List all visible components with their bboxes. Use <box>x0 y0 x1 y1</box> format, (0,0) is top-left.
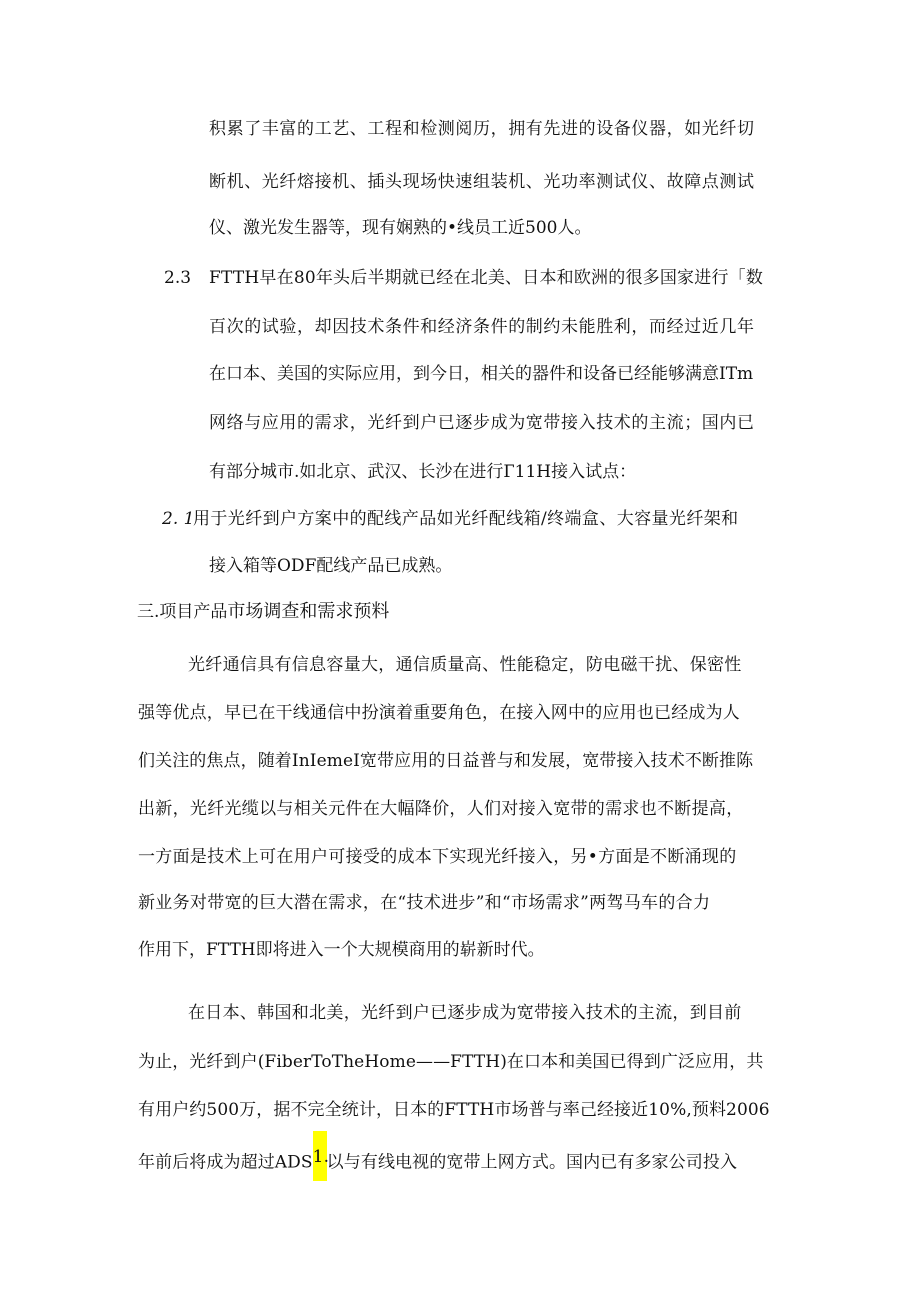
item-2-3-line-2: 百次的试验，却因技术条件和经济条件的制约未能胜利，而经过近几年 <box>209 317 755 337</box>
paragraph-2-line-1: 在日本、韩国和北美，光纤到户已逐步成为宽带接入技术的主流，到目前 <box>188 1003 742 1023</box>
intro-line-1: 积累了丰富的工艺、工程和检测阅历，拥有先进的设备仪器，如光纤切 <box>209 119 755 139</box>
paragraph-2-line-3: 有用户约500万，据不完全统计，日本的FTTH市场普与率己经接近10%,预料2006 <box>138 1100 770 1120</box>
highlight-mark <box>312 1131 330 1181</box>
paragraph-1-line-4: 出新，光纤光缆以与相关元件在大幅降价，人们对接入宽带的需求也不断提高， <box>138 799 744 819</box>
intro-line-3: 仪、激光发生器等，现有娴熟的•线员工近500人。 <box>209 218 592 238</box>
last-line-highlighted: 1. <box>312 1147 330 1167</box>
paragraph-2-line-2: 为止，光纤到户(FiberToTheHome——FTTH)在口本和美国已得到广泛应用，共 <box>138 1052 764 1072</box>
paragraph-2-line-4 <box>138 1145 737 1181</box>
item-2-3-line-5: 有部分城市.如北京、武汉、长沙在进行Г11H接入试点： <box>209 462 637 482</box>
paragraph-1-line-7: 作用下，FTTH即将进入一个大规模商用的崭新时代。 <box>138 940 545 960</box>
item-2-1-line-1: 用于光纤到户方案中的配线产品如光纤配线箱/终端盒、大容量光纤架和 <box>193 509 739 529</box>
section-heading-emphasis: 市场调查和需求预料 <box>227 601 390 622</box>
paragraph-1-line-2: 强等优点，早已在干线通信中扮演着重要角色，在接入网中的应用也已经成为人 <box>138 703 740 723</box>
paragraph-1-line-3: 们关注的焦点，随着InIemeI宽带应用的日益普与和发展，宽带接入技术不断推陈 <box>138 751 754 771</box>
item-2-3-line-1: FTTH早在80年头后半期就已经在北美、日本和欧洲的很多国家进行「数 <box>209 268 764 288</box>
section-heading-prefix: 三.项目产品 <box>137 602 228 622</box>
item-2-1-number: 2. 1 <box>162 509 195 529</box>
paragraph-1-line-5: 一方面是技术上可在用户可接受的成本下实现光纤接入，另•方面是不断涌现的 <box>138 847 737 867</box>
paragraph-1-line-1: 光纤通信具有信息容量大，通信质量高、性能稳定，防电磁干扰、保密性 <box>188 655 742 675</box>
last-line-after: 以与有线电视的宽带上网方式。国内已有多家公司投入 <box>326 1152 738 1173</box>
item-2-3-line-4: 网络与应用的需求，光纤到户已逐步成为宽带接入技术的主流；国内已 <box>209 413 755 433</box>
last-line-before: 年前后将成为超过ADS <box>138 1152 313 1173</box>
item-2-3-line-3: 在口本、美国的实际应用，到今日，相关的器件和设备已经能够满意ITm <box>209 364 754 384</box>
intro-line-2: 断机、光纤熔接机、插头现场快速组装机、光功率测试仪、故障点测试 <box>209 172 755 192</box>
item-2-1-line-2: 接入箱等ODF配线产品已成熟。 <box>209 556 453 576</box>
section-heading <box>137 600 389 624</box>
item-2-3-number: 2.3 <box>164 268 192 288</box>
paragraph-1-line-6: 新业务对带宽的巨大潜在需求，在“技术进步”和“市场需求”两驾马车的合力 <box>138 893 711 913</box>
